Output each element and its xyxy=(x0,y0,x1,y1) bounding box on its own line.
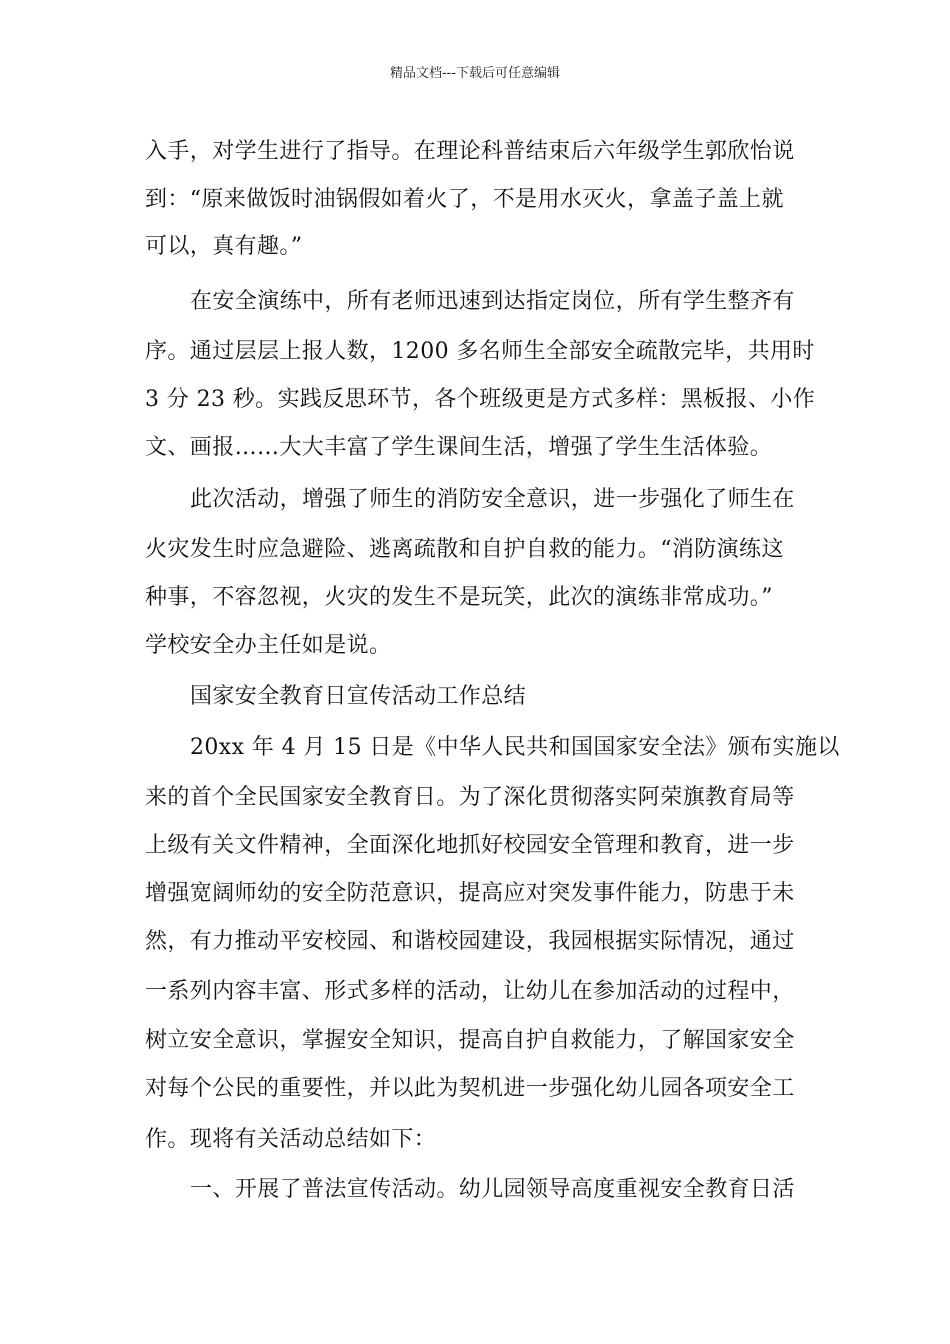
paragraph-first-line: 此次活动，增强了师生的消防安全意识，进一步强化了师生在 xyxy=(190,487,795,512)
paragraph-first-line: 在安全演练中，所有老师迅速到达指定岗位，所有学生整齐有 xyxy=(190,289,795,314)
text-line: 作。现将有关活动总结如下： xyxy=(145,1127,437,1152)
text-line: 学校安全办主任如是说。 xyxy=(145,633,392,658)
text-line: 上级有关文件精神，全面深化地抓好校园安全管理和教育，进一步 xyxy=(145,833,795,858)
text-line: 3 分 23 秒。实践反思环节，各个班级更是方式多样：黑板报、小作 xyxy=(145,387,816,412)
text-line: 到：“原来做饭时油锅假如着火了，不是用水灭火，拿盖子盖上就 xyxy=(145,187,784,212)
text-line: 可以，真有趣。” xyxy=(145,234,303,259)
text-line: 火灾发生时应急避险、逃离疏散和自护自救的能力。“消防演练这 xyxy=(145,537,784,562)
text-line: 种事，不容忽视，火灾的发生不是玩笑，此次的演练非常成功。” xyxy=(145,585,773,610)
text-line: 序。通过层层上报人数，1200 多名师生全部安全疏散完毕，共用时 xyxy=(145,339,815,364)
paragraph-first-line: 20xx 年 4 月 15 日是《中华人民共和国国家安全法》颁布实施以 xyxy=(190,735,840,760)
text-line: 树立安全意识，掌握安全知识，提高自护自救能力，了解国家安全 xyxy=(145,1028,795,1053)
text-line: 文、画报……大大丰富了学生课间生活，增强了学生生活体验。 xyxy=(145,435,773,460)
section-title: 国家安全教育日宣传活动工作总结 xyxy=(190,684,527,709)
text-line: 增强宽阔师幼的安全防范意识，提高应对突发事件能力，防患于未 xyxy=(145,881,795,906)
text-line: 对每个公民的重要性，并以此为契机进一步强化幼儿园各项安全工 xyxy=(145,1076,795,1101)
page-header: 精品文档---下载后可任意编辑 xyxy=(389,66,561,81)
text-line: 入手，对学生进行了指导。在理论科普结束后六年级学生郭欣怡说 xyxy=(145,139,795,164)
text-line: 来的首个全民国家安全教育日。为了深化贯彻落实阿荣旗教育局等 xyxy=(145,785,795,810)
text-line: 然，有力推动平安校园、和谐校园建设，我园根据实际情况，通过 xyxy=(145,929,795,954)
text-line: 一系列内容丰富、形式多样的活动，让幼儿在参加活动的过程中， xyxy=(145,979,795,1004)
paragraph-first-line: 一、开展了普法宣传活动。幼儿园领导高度重视安全教育日活 xyxy=(190,1177,795,1202)
